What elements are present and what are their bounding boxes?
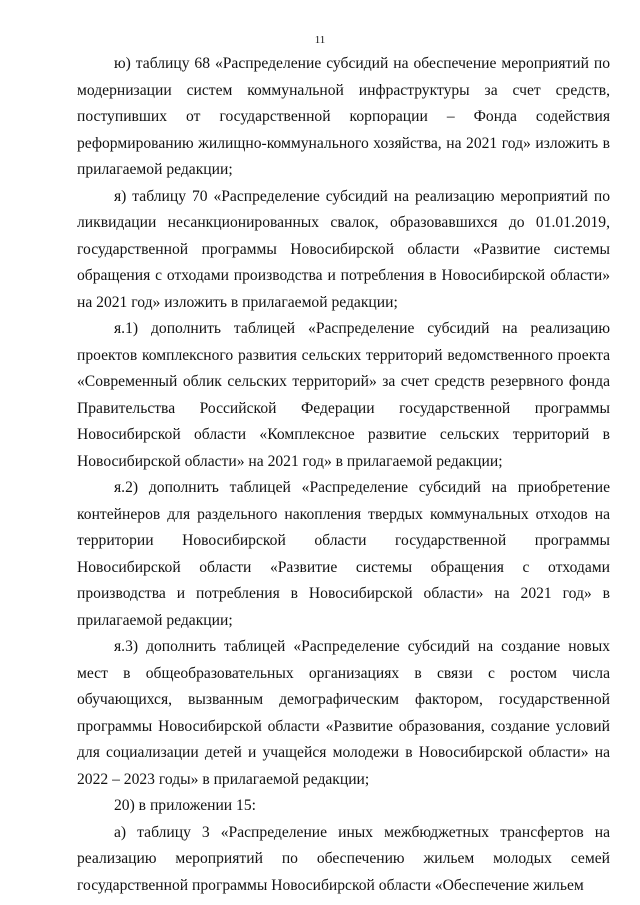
page-number: 11 <box>314 34 326 46</box>
paragraph-ya: я) таблицу 70 «Распределение субсидий на реализацию мероприятий по ликвидации несанкционированных свалок, образовавшихся до 01.01.2019, государственной программы Новосибирской области «Развитие системы обращения с отходами производства и потребления в Новосибирской области» на 2021 год» изложить в прилагаемой редакции; <box>77 187 610 311</box>
paragraph-20: 20) в приложении 15: <box>114 797 256 814</box>
paragraph-ya-3: я.3) дополнить таблицей «Распределение субсидий на создание новых мест в общеобразовательных организациях в связи с ростом числа обучающихся, вызванным демографическим фактором, государственной программы Новосибирской области «Развитие образования, создание условий для социализации детей и учащейся молодежи в Новосибирской области» на 2022 – 2023 годы» в прилагаемой редакции; <box>77 638 610 788</box>
paragraph-a: а) таблицу 3 «Распределение иных межбюджетных трансфертов на реализацию мероприятий по обеспечению жильем молодых семей государственной программы Новосибирской области «Обеспечение жильем <box>77 823 610 894</box>
paragraph-ya-2: я.2) дополнить таблицей «Распределение субсидий на приобретение контейнеров для раздельного накопления твердых коммунальных отходов на территории Новосибирской области государственной программы Новосибирской области «Развитие системы обращения с отходами производства и потребления в Новосибирской области» на 2021 год» в прилагаемой редакции; <box>77 479 610 629</box>
paragraph-yu: ю) таблицу 68 «Распределение субсидий на обеспечение мероприятий по модернизации систем коммунальной инфраструктуры за счет средств, поступивших от государственной корпорации – Фонда содействия реформированию жилищно-коммунального хозяйства, на 2021 год» изложить в прилагаемой редакции; <box>77 55 610 178</box>
document-body <box>77 51 610 899</box>
paragraph-ya-1: я.1) дополнить таблицей «Распределение субсидий на реализацию проектов комплексного развития сельских территорий ведомственного проекта «Современный облик сельских территорий» за счет средств резервного фонда Правительства Российской Федерации государственной программы Новосибирской области «Комплексное развитие сельских территорий в Новосибирской области» на 2021 год» в прилагаемой редакции; <box>77 320 610 470</box>
